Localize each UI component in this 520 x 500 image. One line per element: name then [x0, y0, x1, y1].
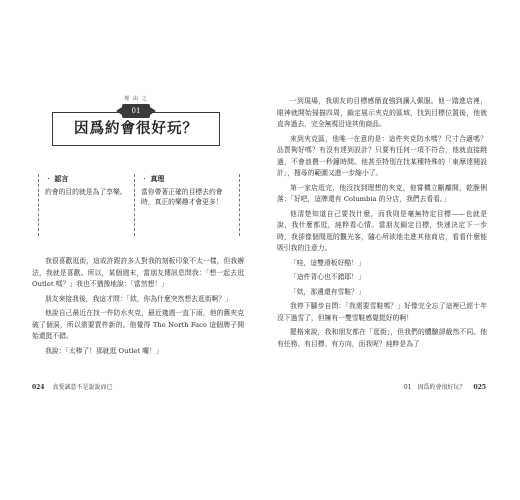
paragraph: 一到現場，我朋友的目標感簡直強到讓人佩服。他一踏進店裡，眼神就開始掃描四周，鎖定展示夾克的區域，找到目標位置後，他就直奔過去，完全無視沿途其他商品。 — [277, 97, 487, 128]
paragraph: 我說：「太棒了！那就逛 Outlet 囉！」 — [45, 346, 163, 355]
paragraph: 他清楚知道自己要找什麼，而我則是毫無特定目標——也就是說，我什麼都逛，純粹看心情。當朋友鎖定目標，快速決定下一步時，我卻像個閒逛的觀光客，隨心所欲地走進其他商店，看看什麼能吸引我的注意力。 — [277, 209, 487, 252]
myth-heading: ‧ 認言 — [45, 174, 69, 183]
paragraph: 罷格來說，我和朋友都在「逛街」，但我們的體驗卻截然不同。他有任務、有目標、有方向，而我呢？純粹是為了 — [277, 328, 487, 348]
truth-heading: ‧ 真理 — [141, 174, 165, 183]
paragraph: 「哇，這雙滑板好酷！」 — [290, 258, 365, 267]
left-page-footer — [32, 382, 112, 391]
definition-box — [38, 174, 238, 236]
chapter-banner — [52, 96, 220, 146]
right-page — [277, 96, 487, 420]
chapter-title: 因爲約會很好玩？ — [74, 120, 198, 137]
paragraph: 我停下腳步自問：「我需要雪鞋嗎？」好像完全忘了這裡已經十年沒下過雪了，但擁有一雙雪鞋感覺挺好的啊！ — [277, 302, 487, 322]
right-body-text — [277, 96, 487, 353]
myth-column — [38, 174, 137, 236]
banner-top-label: 理 由 之 — [124, 96, 148, 102]
paragraph: 第一家店逛完，他沒找到理想的夾克，他嘗機立斷離開，乾脆俐落：「好吧，這牌還有 Columbia 的分店，我們去看看。」 — [277, 183, 487, 203]
right-running-head: 01 因爲約會很好玩？ — [403, 384, 466, 391]
left-page-number: 024 — [32, 384, 45, 391]
left-page — [32, 90, 244, 420]
left-body-text — [32, 256, 244, 360]
truth-text: 當你帶著正確的目標去約會時，真正的樂趣才會更多！ — [141, 188, 223, 206]
myth-text: 約會的目的就是為了享樂。 — [45, 188, 127, 196]
paragraph: 「這件背心也不錯耶！」 — [290, 273, 365, 281]
paragraph: 他說自己最近在找一件防水夾克，最近幾週一直下雨，他的舊夾克破了個洞，所以需要買件新的。他覺得 The North Face 這個牌子開始還挺不錯。 — [32, 309, 244, 340]
left-running-head: 真愛誠意不是說說而已 — [52, 384, 113, 391]
paragraph: 朋友來接我後，我這才問：「欸，你為什麼突然想去逛街啊？」 — [45, 294, 232, 303]
paragraph: 來到夾克區，他唯一在意的是：這件夾克防水嗎？尺寸合適嗎？品質夠好嗎？有沒有達到設計？只要有任何一項不符合，他就直接跳過，不會浪費一秒鐘時間。他甚至特別在找某種特殊的「東摩達閱設計」，搜尋的範圍又進一步縮小了。 — [277, 134, 487, 177]
paragraph: 我很喜歡逛街，這或許跟許多人對我的刻板印象不太一樣，但我辦法，我就是喜歡。所以，某個週末，當朋友傳訊息問我：「想一起去逛 Outlet 嗎？」我也不猶豫地說：「當然想！」 — [32, 257, 244, 288]
right-page-footer — [404, 382, 486, 391]
right-page-number: 025 — [473, 384, 486, 391]
truth-column — [134, 174, 240, 236]
chapter-number-tab: 01 — [122, 104, 150, 118]
paragraph: 「欸，那邊還有雪鞋？」 — [290, 287, 365, 296]
